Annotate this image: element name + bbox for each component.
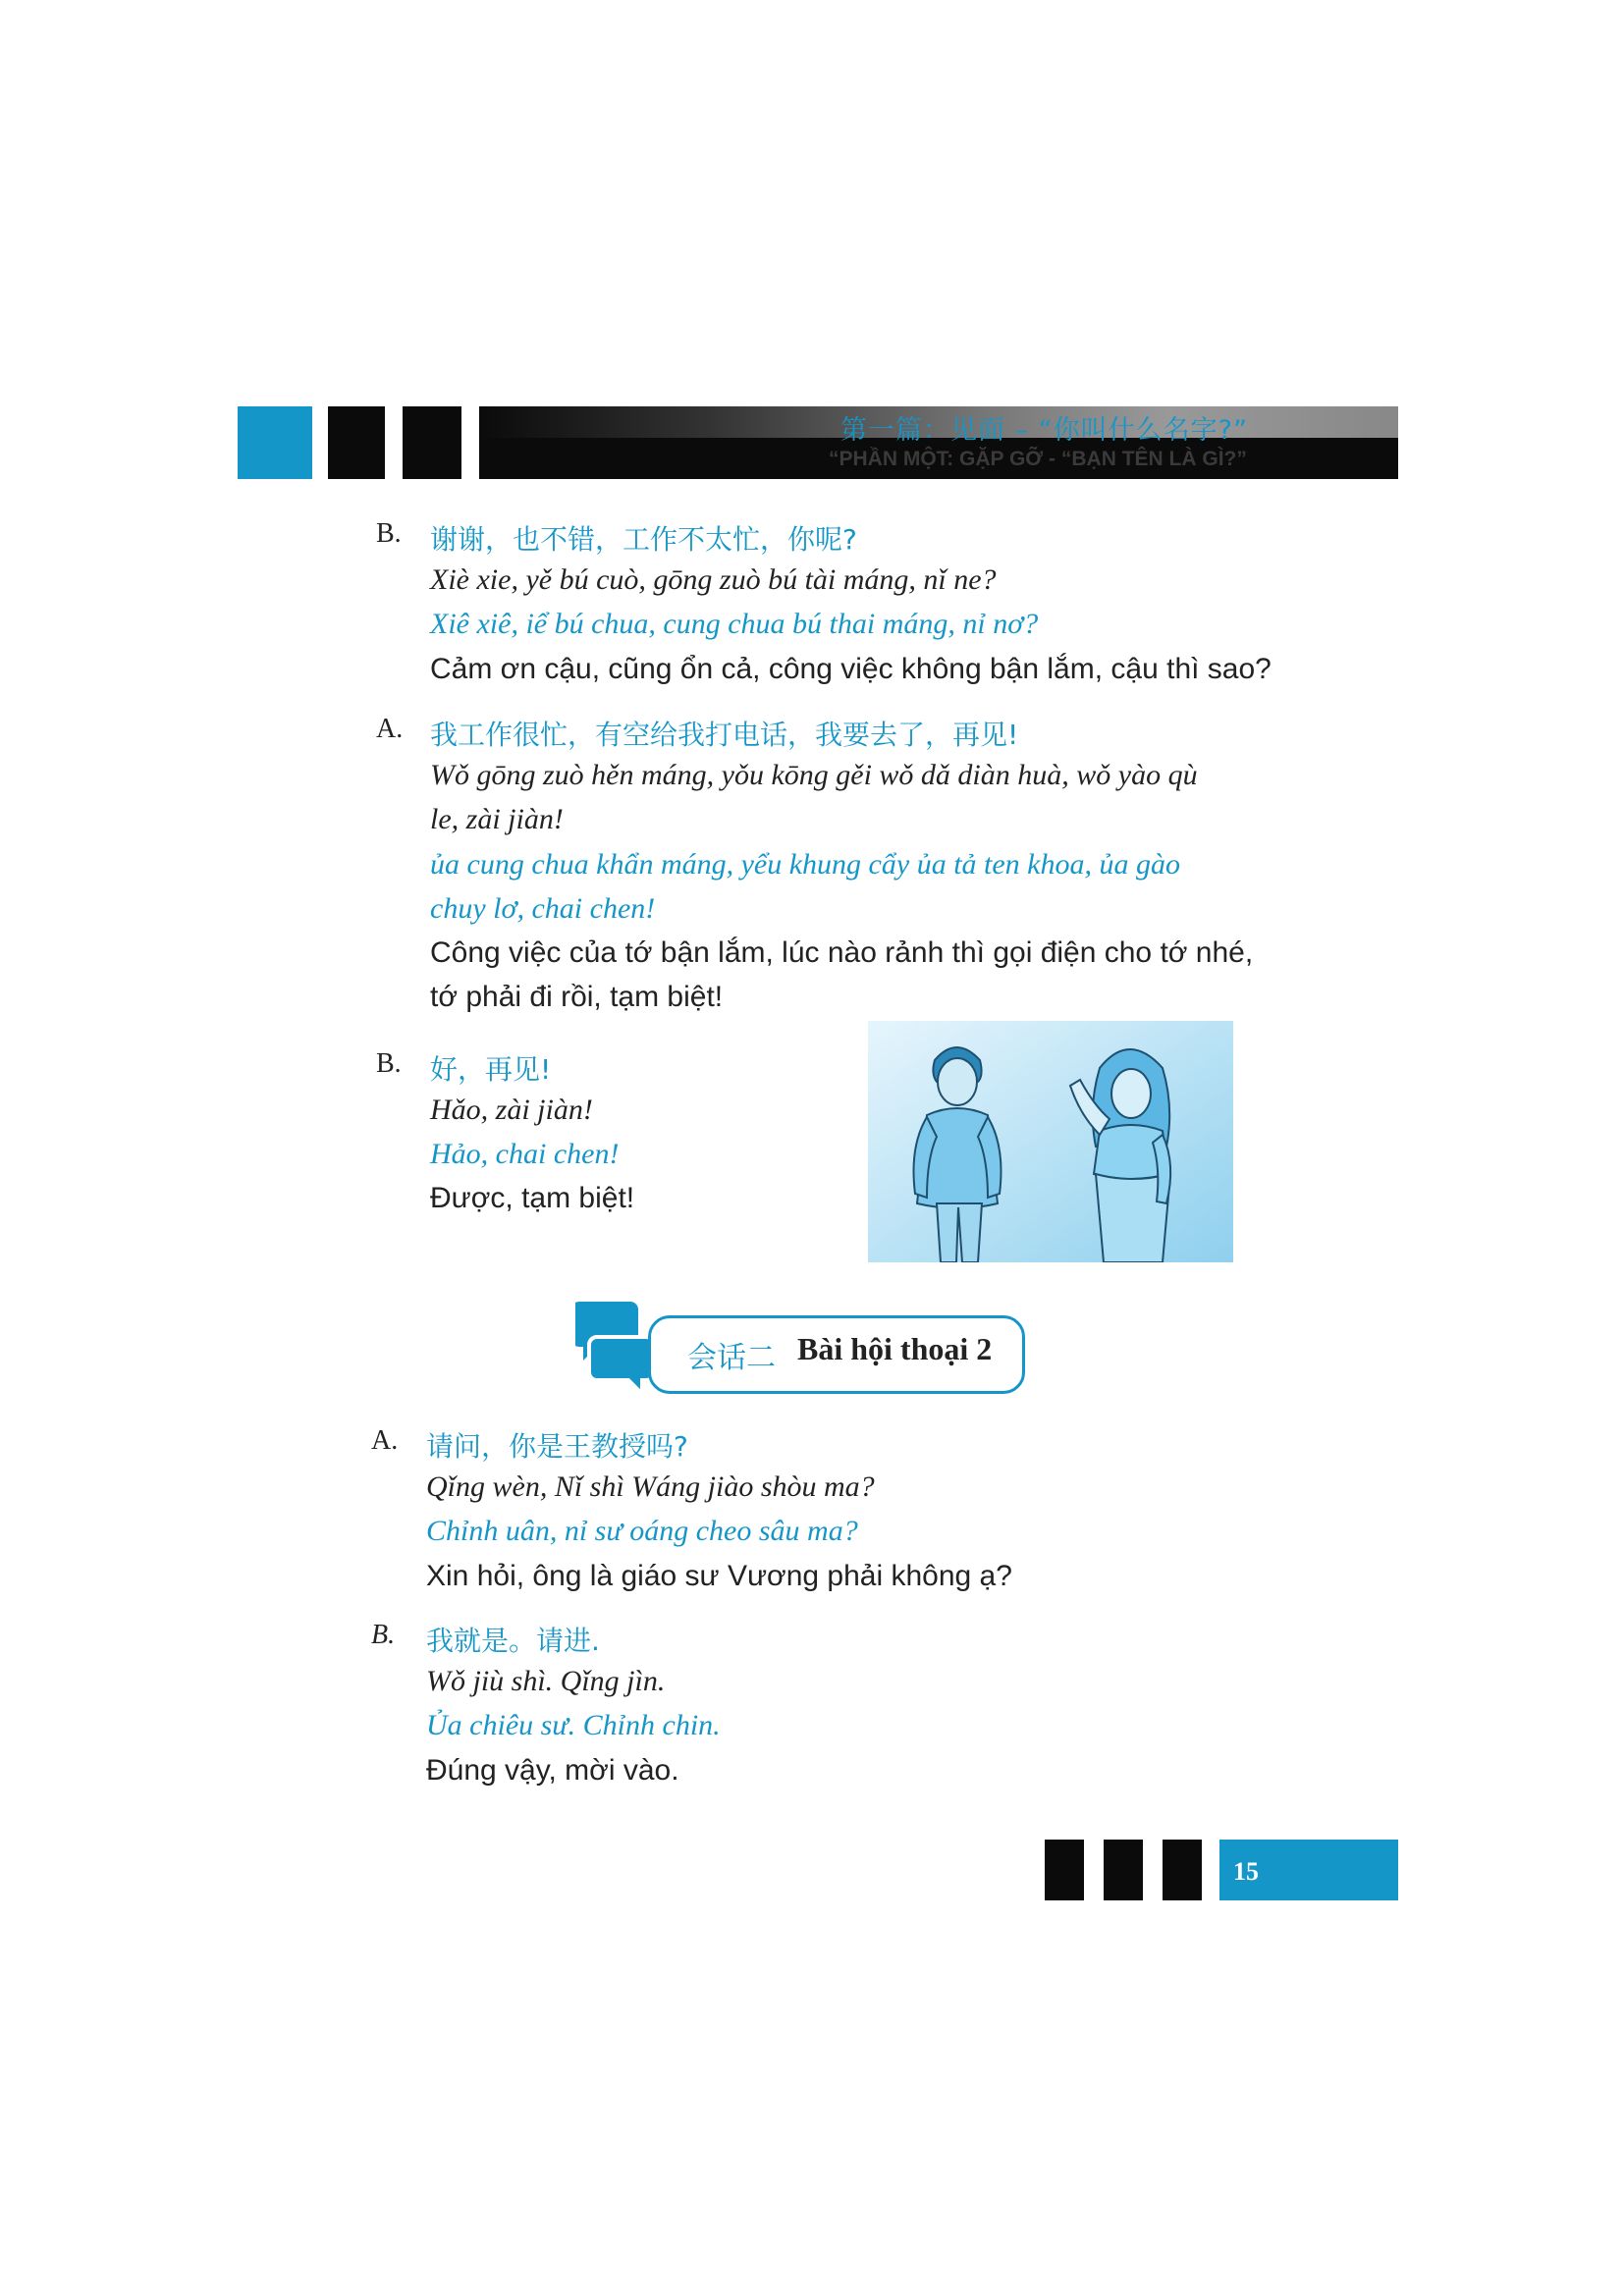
section-title-zh: 会话二	[687, 1341, 776, 1375]
footer-black-block-3	[1163, 1840, 1202, 1900]
header-blue-block	[238, 406, 312, 479]
chinese-line: 我工作很忙，有空给我打电话，我要去了，再见!	[430, 719, 1019, 751]
translation-line: Công việc của tớ bận lắm, lúc nào rảnh thì gọi điện cho tớ nhé,	[430, 936, 1254, 969]
chapter-title-zh: 第一篇：见面 – “你叫什么名字?”	[840, 415, 1248, 446]
chapter-title-vi: “PHẦN MỘT: GẶP GỠ - “BẠN TÊN LÀ GÌ?”	[829, 448, 1247, 470]
speaker-label: B.	[376, 1048, 402, 1079]
translation-line: Xin hỏi, ông là giáo sư Vương phải không ạ?	[426, 1560, 1012, 1592]
footer-black-block-1	[1045, 1840, 1084, 1900]
footer-black-block-2	[1104, 1840, 1143, 1900]
header-black-block-1	[328, 406, 385, 479]
speaker-label: B.	[376, 518, 402, 549]
translation-line: tớ phải đi rồi, tạm biệt!	[430, 981, 724, 1013]
header-black-block-2	[403, 406, 461, 479]
phonetic-line: Chỉnh uân, nỉ sư oáng cheo sâu ma?	[426, 1515, 858, 1547]
speaker-label: A.	[371, 1425, 399, 1456]
phonetic-line: ủa cung chua khẩn máng, yểu khung cẩy ủa tả ten khoa, ủa gào	[430, 848, 1180, 881]
translation-line: Được, tạm biệt!	[430, 1182, 635, 1214]
speaker-label: A.	[376, 714, 404, 744]
translation-line: Cảm ơn cậu, cũng ổn cả, công việc không bận lắm, cậu thì sao?	[430, 653, 1272, 685]
pinyin-line: Xiè xie, yě bú cuò, gōng zuò bú tài máng, nǐ ne?	[430, 563, 997, 596]
section-title-vi: Bài hội thoại 2	[797, 1331, 993, 1366]
speaker-label: B.	[371, 1620, 396, 1650]
chapter-header	[479, 406, 1398, 479]
pinyin-line: le, zài jiàn!	[430, 803, 564, 835]
chinese-line: 我就是。请进.	[426, 1625, 600, 1657]
phonetic-line: Xiê xiê, iể bú chua, cung chua bú thai máng, nỉ nơ?	[430, 608, 1039, 640]
pinyin-line: Wǒ jiù shì. Qǐng jìn.	[426, 1665, 666, 1697]
phonetic-line: chuy lơ, chai chen!	[430, 892, 656, 925]
page-number: 15	[1233, 1857, 1259, 1886]
chinese-line: 好，再见!	[430, 1053, 552, 1086]
chinese-line: 请问，你是王教授吗?	[426, 1430, 688, 1463]
pinyin-line: Hǎo, zài jiàn!	[430, 1094, 593, 1126]
speech-bubbles-icon	[575, 1298, 654, 1396]
phonetic-line: Hảo, chai chen!	[430, 1138, 620, 1170]
phonetic-line: Ủa chiêu sư. Chỉnh chin.	[426, 1709, 721, 1741]
chinese-line: 谢谢，也不错，工作不太忙，你呢?	[430, 523, 857, 556]
pinyin-line: Qǐng wèn, Nǐ shì Wáng jiào shòu ma?	[426, 1470, 875, 1503]
pinyin-line: Wǒ gōng zuò hěn máng, yǒu kōng gěi wǒ dǎ diàn huà, wǒ yào qù	[430, 759, 1198, 791]
illustration-boy-girl-waving	[868, 1021, 1233, 1262]
translation-line: Đúng vậy, mời vào.	[426, 1754, 679, 1787]
